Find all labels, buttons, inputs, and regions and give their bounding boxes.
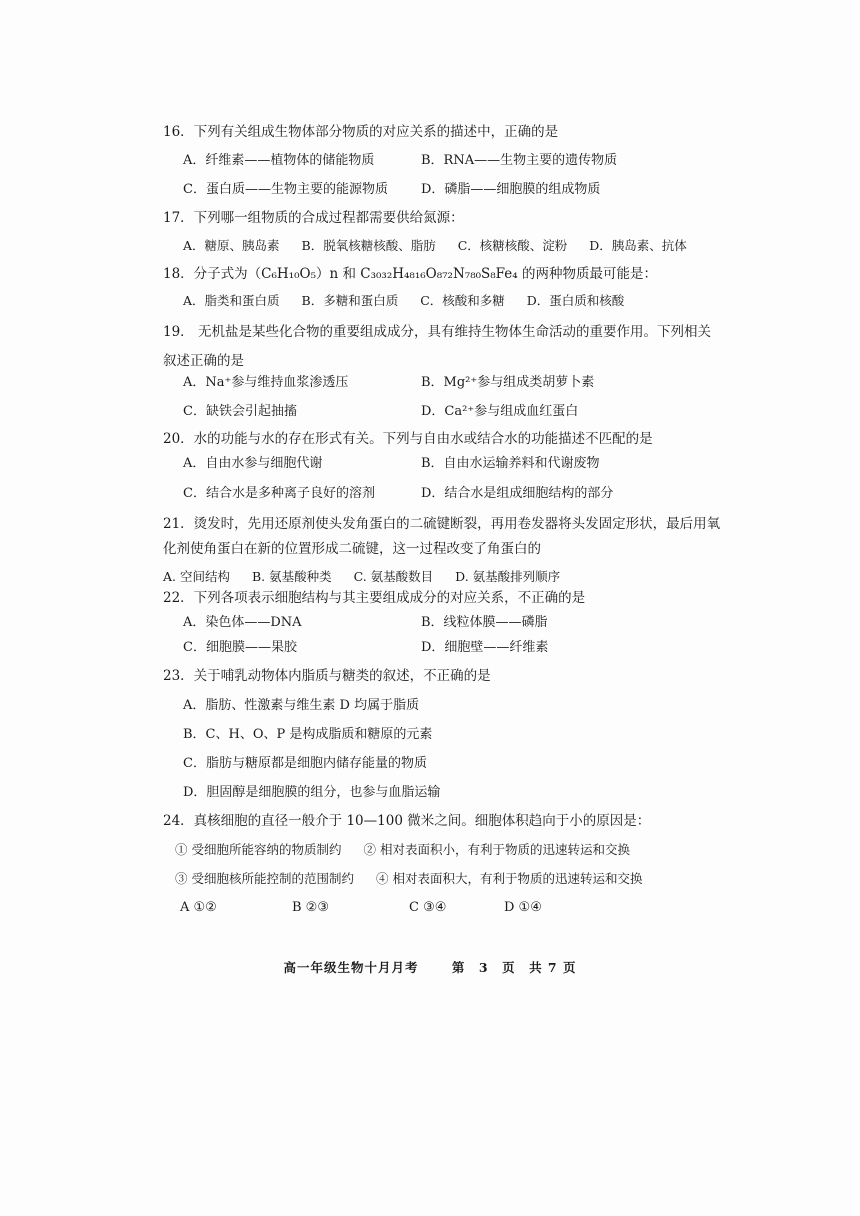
q20-option-d: D．结合水是组成细胞结构的部分 xyxy=(421,486,614,501)
q22-option-a: A．染色体——DNA xyxy=(183,615,302,630)
question-20: 20．水的功能与水的存在形式有关。下列与自由水或结合水的功能描述不匹配的是 xyxy=(163,431,653,447)
question-18: 18．分子式为（C₆H₁₀O₅）n 和 C₃₀₃₂H₄₈₁₆O₈₇₂N₇₈₀S₈Fe₄ 的两种物质最可能是： xyxy=(163,266,658,282)
question-17: 17．下列哪一组物质的合成过程都需要供给氮源： xyxy=(163,210,464,226)
q17-option-a: A．糖原、胰岛素 xyxy=(183,238,280,253)
question-22: 22．下列各项表示细胞结构与其主要组成成分的对应关系，不正确的是 xyxy=(163,590,586,606)
question-21: 21．烫发时，先用还原剂使头发角蛋白的二硫键断裂，再用卷发器将头发固定形状，最后用氧化剂使角蛋白在新的位置形成二硫键，这一过程改变了角蛋白的 xyxy=(163,516,721,557)
q23-option-d: D．胆固醇是细胞膜的组分，也参与血脂运输 xyxy=(183,785,441,800)
q22-option-c: C．细胞膜——果胶 xyxy=(183,640,297,655)
q16-option-d: D．磷脂——细胞膜的组成物质 xyxy=(421,182,601,197)
q24-statement-3: ③ 受细胞核所能控制的范围制约 xyxy=(175,871,354,886)
q21-option-c: C. 氨基酸数目 xyxy=(353,569,434,584)
q17-option-d: D．胰岛素、抗体 xyxy=(589,238,687,253)
footer-page-number: 第 3 页 共 7 页 xyxy=(451,960,577,975)
q21-option-d: D. 氨基酸排列顺序 xyxy=(455,569,561,584)
q16-option-b: B．RNA——生物主要的遗传物质 xyxy=(421,153,618,168)
q24-statements-row1 xyxy=(175,840,648,860)
q17-options xyxy=(183,236,705,256)
q19-option-d: D．Ca²⁺参与组成血红蛋白 xyxy=(421,404,579,419)
q21-option-a: A. 空间结构 xyxy=(163,569,230,584)
q24-statement-4: ④ 相对表面积大，有利于物质的迅速转运和交换 xyxy=(375,871,643,886)
q21-option-b: B. 氨基酸种类 xyxy=(251,569,332,584)
q18-option-a: A．脂类和蛋白质 xyxy=(183,293,280,308)
question-19: 19． 无机盐是某些化合物的重要组成成分，具有维持生物体生命活动的重要作用。下列相关叙述正确的是 xyxy=(163,324,711,369)
q18-option-c: C．核酸和多糖 xyxy=(420,293,505,308)
q22-option-d: D．细胞壁——纤维素 xyxy=(421,640,549,655)
q16-option-c: C．蛋白质——生物主要的能源物质 xyxy=(183,182,388,197)
q23-option-b: B．C、H、O、P 是构成脂质和糖原的元素 xyxy=(183,727,433,742)
q24-choice-a: A ①② xyxy=(180,900,217,915)
q22-option-b: B．线粒体膜——磷脂 xyxy=(421,615,548,630)
q24-choice-c: C ③④ xyxy=(409,900,447,915)
q20-option-b: B．自由水运输养料和代谢废物 xyxy=(421,456,600,471)
question-23: 23．关于哺乳动物体内脂质与糖类的叙述，不正确的是 xyxy=(163,668,491,684)
q20-option-c: C．结合水是多种离子良好的溶剂 xyxy=(183,486,375,501)
question-24: 24．真核细胞的直径一般介于 10—100 微米之间。细胞体积趋向于小的原因是： xyxy=(163,813,651,829)
q19-option-c: C．缺铁会引起抽搐 xyxy=(183,404,297,419)
q20-option-a: A．自由水参与细胞代谢 xyxy=(183,456,323,471)
q19-option-a: A．Na⁺参与维持血浆渗透压 xyxy=(183,375,349,390)
q24-choice-d: D ①④ xyxy=(504,900,542,915)
q19-option-b: B．Mg²⁺参与组成类胡萝卜素 xyxy=(421,375,595,390)
q23-option-a: A．脂肪、性激素与维生素 D 均属于脂质 xyxy=(183,698,420,713)
q21-options xyxy=(163,567,578,587)
q24-statement-2: ② 相对表面积小，有利于物质的迅速转运和交换 xyxy=(363,842,630,857)
q18-options xyxy=(183,291,642,311)
q17-option-b: B．脱氧核糖核酸、脂肪 xyxy=(301,238,436,253)
q18-option-d: D．蛋白质和核酸 xyxy=(526,293,625,308)
page-footer xyxy=(0,958,860,976)
q17-option-c: C．核糖核酸、淀粉 xyxy=(457,238,568,253)
q18-option-b: B．多糖和蛋白质 xyxy=(301,293,399,308)
q16-option-a: A．纤维素——植物体的储能物质 xyxy=(183,153,375,168)
q24-statements-row2 xyxy=(175,869,660,889)
q24-choice-b: B ②③ xyxy=(292,900,329,915)
footer-title: 高一年级生物十月月考 xyxy=(283,960,419,975)
q23-option-c: C．脂肪与糖原都是细胞内储存能量的物质 xyxy=(183,756,427,771)
q24-statement-1: ① 受细胞所能容纳的物质制约 xyxy=(175,842,342,857)
question-16: 16．下列有关组成生物体部分物质的对应关系的描述中，正确的是 xyxy=(163,124,559,140)
